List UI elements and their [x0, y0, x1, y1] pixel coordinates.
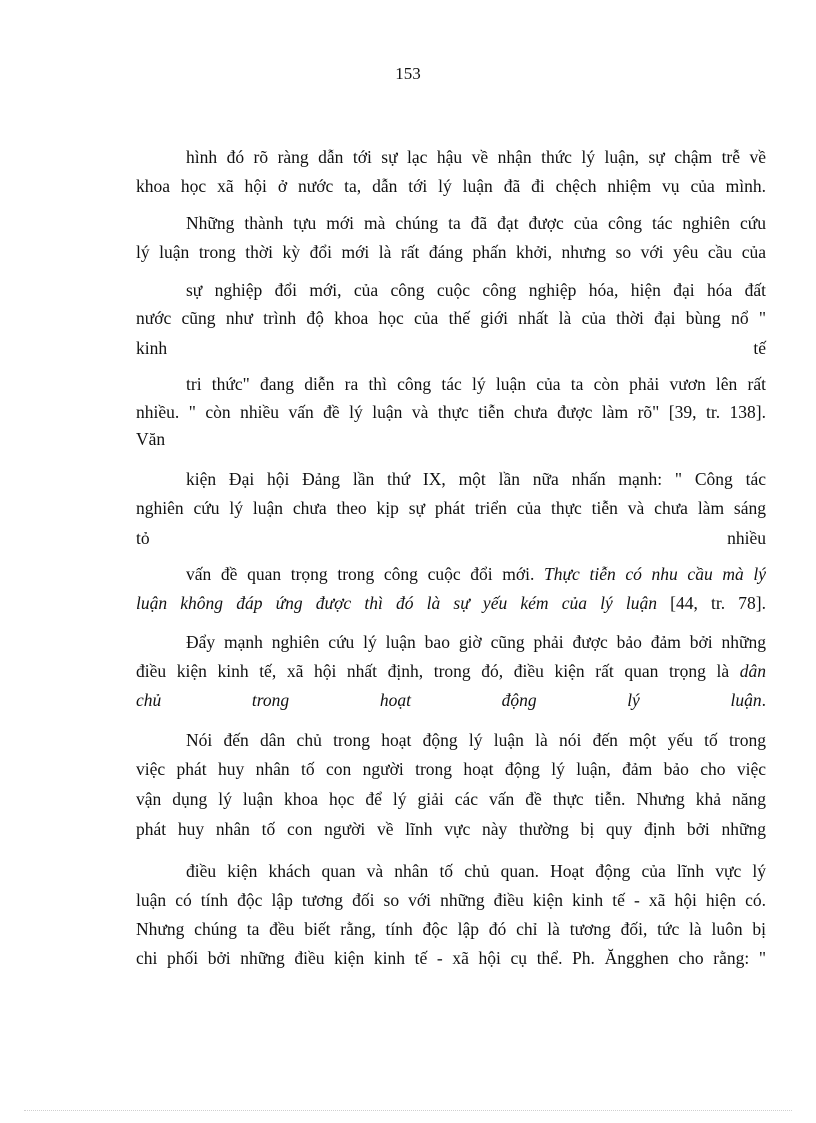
text-line-5: sự nghiệp đổi mới, của công cuộc công nghiệp hóa, hiện đại hóa đất	[186, 280, 766, 300]
line-italic-word: động	[501, 690, 537, 710]
line-italic-word: hoạt	[379, 690, 411, 710]
text-line-4: lý luận trong thời kỳ đổi mới là rất đáng phấn khởi, nhưng so với yêu cầu của	[136, 242, 766, 262]
line-italic-word: luận	[730, 690, 762, 710]
text-line-2: khoa học xã hội ở nước ta, dẫn tới lý luận đã đi chệch nhiệm vụ của mình.	[136, 176, 766, 196]
text-line-19: Nói đến dân chủ trong hoạt động lý luận là nói đến một yếu tố trong	[186, 730, 766, 750]
text-line-17	[136, 660, 766, 682]
text-line-23: điều kiện khách quan và nhân tố chủ quan. Hoạt động của lĩnh vực lý	[186, 861, 766, 881]
line-word-left: kinh	[136, 338, 168, 358]
text-line-8: tri thức" đang diễn ra thì công tác lý luận của ta còn phải vươn lên rất	[186, 374, 766, 394]
text-line-3: Những thành tựu mới mà chúng ta đã đạt được của công tác nghiên cứu	[186, 213, 766, 233]
text-line-21: vận dụng lý luận khoa học để lý giải các vấn đề thực tiễn. Nhưng khả năng	[136, 789, 766, 809]
text-line-20: việc phát huy nhân tố con người trong hoạt động lý luận, đảm bảo cho việc	[136, 759, 766, 779]
text-line-25: Nhưng chúng ta đều biết rằng, tính độc lập đó chỉ là tương đối, tức là luôn bị	[136, 919, 766, 939]
text-line-1: hình đó rõ ràng dẫn tới sự lạc hậu về nhận thức lý luận, sự chậm trễ về	[186, 147, 766, 167]
text-line-7	[136, 337, 766, 359]
text-line-9: nhiều. " còn nhiều vấn đề lý luận và thực tiễn chưa được làm rõ" [39, tr. 138].	[136, 402, 766, 422]
text-line-14	[186, 563, 766, 585]
line-tail: .	[761, 690, 766, 710]
page-number: 153	[395, 64, 421, 83]
text-line-24: luận có tính độc lập tương đối so với những điều kiện kinh tế - xã hội hiện có.	[136, 890, 766, 910]
line-normal-text: điều kiện kinh tế, xã hội nhất định, trong đó, điều kiện rất quan trọng là	[136, 661, 740, 681]
line-italic-text: Thực tiễn có nhu cầu mà lý	[544, 564, 767, 584]
text-line-16: Đẩy mạnh nghiên cứu lý luận bao giờ cũng phải được bảo đảm bởi những	[186, 632, 766, 652]
footer-dotted-rule	[24, 1110, 792, 1111]
text-line-26: chi phối bởi những điều kiện kinh tế - xã hội cụ thể. Ph. Ăngghen cho rằng: "	[136, 948, 766, 968]
line-italic-text: luận không đáp ứng được thì đó là sự yếu kém của lý luận	[136, 593, 658, 613]
line-italic-word: trong	[251, 690, 290, 710]
line-normal-text: [44, tr. 78].	[657, 593, 766, 613]
text-line-6: nước cũng như trình độ khoa học của thế giới nhất là của thời đại bùng nổ "	[136, 308, 766, 328]
text-line-12: nghiên cứu lý luận chưa theo kịp sự phát triển của thực tiễn và chưa làm sáng	[136, 498, 766, 518]
text-line-10: Văn	[136, 429, 166, 449]
text-line-18	[136, 689, 766, 711]
line-word-right: tế	[753, 338, 766, 358]
text-line-22: phát huy nhân tố con người về lĩnh vực này thường bị quy định bởi những	[136, 819, 766, 839]
line-italic-word: lý	[627, 690, 640, 710]
line-normal-text: vấn đề quan trọng trong công cuộc đổi mới.	[186, 564, 545, 584]
line-word-left: tỏ	[136, 528, 150, 548]
line-last-word	[730, 689, 766, 711]
text-line-13	[136, 527, 766, 549]
text-line-11: kiện Đại hội Đảng lần thứ IX, một lần nữa nhấn mạnh: " Công tác	[186, 469, 766, 489]
line-italic-text: dân	[739, 661, 766, 681]
text-line-15	[136, 592, 766, 614]
line-word-right: nhiều	[727, 528, 766, 548]
line-italic-word: chủ	[136, 690, 162, 710]
